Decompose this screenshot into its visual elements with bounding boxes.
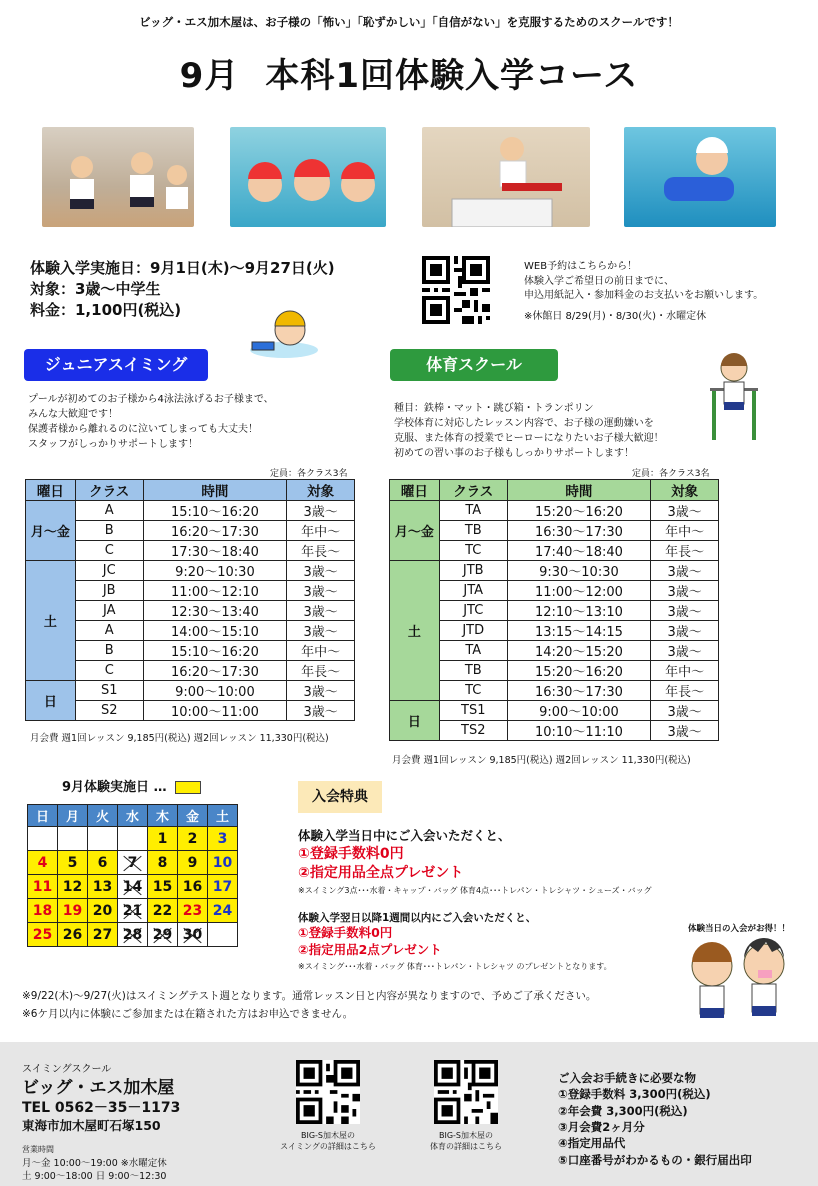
calendar-day-cell: 15 [148, 875, 178, 899]
footer-hours-weekend: 土 9:00～18:00 日 9:00～12:30 [22, 1171, 167, 1182]
calendar-day-cell: 7 [118, 851, 148, 875]
gym-qr-label-2: 体育の詳細はこちら [430, 1142, 502, 1152]
benefit-lead-2: 体験入学翌日以降1週間以内にご入会いただくと、 [298, 912, 537, 924]
table-row [26, 581, 355, 601]
gym-detail-qr-code[interactable] [434, 1060, 498, 1124]
trial-price: 料金：1,100円(税込) [30, 301, 182, 319]
benefit-note-1: ※スイミング3点･･･水着・キャップ・バッグ 体育4点･･･トレパン・トレシャツ・シューズ・バッグ [298, 886, 652, 895]
footer-address: 東海市加木屋町石塚150 [22, 1118, 161, 1133]
calendar-weekday-cell: 月 [58, 805, 88, 827]
schedule-target-cell: 年長～ [287, 661, 355, 681]
calendar-legend-swatch [175, 781, 201, 794]
kids-mascot [684, 938, 796, 1022]
photo-kids-pool-art [230, 127, 386, 227]
calendar-week-row [28, 851, 238, 875]
table-row [390, 501, 719, 521]
schedule-class-cell: B [75, 641, 143, 661]
swim-desc-2: みんな大歓迎です！ [28, 409, 118, 420]
table-row [390, 721, 719, 741]
schedule-class-cell: JTB [439, 561, 507, 581]
schedule-header-cell: クラス [75, 480, 143, 501]
footer [0, 1042, 818, 1186]
schedule-time-cell: 15:20～16:20 [507, 501, 651, 521]
benefit-title: 入会特典 [298, 781, 382, 813]
closed-days: ※休館日 8/29(月)・8/30(火)・水曜定休 [524, 310, 707, 322]
table-row [26, 501, 355, 521]
schedule-time-cell: 9:20～10:30 [143, 561, 287, 581]
qr-code-icon [296, 1060, 360, 1124]
table-row [390, 681, 719, 701]
calendar-day-cell: 16 [178, 875, 208, 899]
gym-qr-label-1: BIG-S加木屋の [438, 1131, 493, 1140]
table-row [26, 621, 355, 641]
schedule-header-cell: クラス [439, 480, 507, 501]
schedule-header-row [390, 480, 719, 501]
calendar-day-cell: 17 [208, 875, 238, 899]
benefit-lead-1: 体験入学当日中にご入会いただくと、 [298, 828, 511, 843]
calendar-week-row [28, 827, 238, 851]
gym-kid-mascot-art [704, 352, 764, 440]
schedule-header-cell: 曜日 [390, 480, 440, 501]
schedule-class-cell: C [75, 661, 143, 681]
schedule-target-cell: 年中～ [651, 661, 719, 681]
schedule-header-cell: 対象 [651, 480, 719, 501]
schedule-target-cell: 3歳～ [651, 641, 719, 661]
table-row [26, 541, 355, 561]
swim-capacity: 定員：各クラス3名 [270, 469, 348, 479]
gym-kid-mascot [704, 352, 764, 440]
calendar-day-cell: 10 [208, 851, 238, 875]
schedule-target-cell: 年長～ [651, 681, 719, 701]
swim-description [28, 392, 274, 452]
schedule-target-cell: 3歳～ [287, 501, 355, 521]
schedule-time-cell: 13:15～14:15 [507, 621, 651, 641]
benefit-item-1b: ②指定用品全点プレゼント [298, 865, 464, 881]
schedule-day-cell: 日 [390, 701, 440, 741]
benefit-item-2a: ①登録手数料0円 [298, 925, 393, 940]
calendar-day-cell: 1 [148, 827, 178, 851]
schedule-time-cell: 9:00～10:00 [143, 681, 287, 701]
schedule-class-cell: TC [439, 681, 507, 701]
schedule-class-cell: JC [75, 561, 143, 581]
web-line2: 体験入学ご希望日の前日までに、 [524, 275, 674, 287]
schedule-class-cell: A [75, 501, 143, 521]
schedule-target-cell: 3歳～ [651, 621, 719, 641]
schedule-time-cell: 16:30～17:30 [507, 681, 651, 701]
schedule-time-cell: 14:00～15:10 [143, 621, 287, 641]
web-line3: 申込用紙記入・参加料金のお支払いをお願いします。 [524, 290, 764, 301]
calendar-table [27, 804, 238, 947]
calendar-day-cell: 12 [58, 875, 88, 899]
schedule-target-cell: 3歳～ [287, 601, 355, 621]
schedule-target-cell: 3歳～ [651, 601, 719, 621]
qr-code-icon [422, 256, 490, 324]
swim-desc-1: プールが初めてのお子様から4泳法泳げるお子様まで、 [28, 394, 274, 405]
calendar-day-cell: 3 [208, 827, 238, 851]
calendar-day-cell: 2 [178, 827, 208, 851]
schedule-time-cell: 12:30～13:40 [143, 601, 287, 621]
schedule-day-cell: 月～金 [26, 501, 76, 561]
schedule-target-cell: 年中～ [651, 521, 719, 541]
schedule-class-cell: TC [439, 541, 507, 561]
benefit-note-2: ※スイミング･･･水着・バッグ 体育･･･トレパン・トレシャツ のプレゼントとなります。 [298, 962, 612, 971]
calendar-week-row [28, 875, 238, 899]
table-row [26, 701, 355, 721]
calendar-day-cell: 6 [88, 851, 118, 875]
calendar-day-cell: 11 [28, 875, 58, 899]
schedule-class-cell: TS2 [439, 721, 507, 741]
table-row [26, 641, 355, 661]
schedule-class-cell: TB [439, 661, 507, 681]
swim-schedule-table [25, 479, 355, 721]
swimmer-mascot-art [246, 308, 322, 362]
table-row [390, 581, 719, 601]
schedule-class-cell: S1 [75, 681, 143, 701]
benefit-item-1a: ①登録手数料0円 [298, 846, 404, 862]
calendar-day-cell [118, 827, 148, 851]
benefit-item-2b: ②指定用品2点プレゼント [298, 942, 442, 957]
photo-kid-kickboard [624, 127, 776, 227]
schedule-class-cell: TB [439, 521, 507, 541]
schedule-header-cell: 対象 [287, 480, 355, 501]
calendar-weekday-row [28, 805, 238, 827]
calendar-day-cell [88, 827, 118, 851]
calendar-day-cell: 14 [118, 875, 148, 899]
schedule-class-cell: JA [75, 601, 143, 621]
table-row [26, 601, 355, 621]
swim-desc-3: 保護者様から離れるのに泣いてしまっても大丈夫！ [28, 424, 258, 435]
required-item: ①登録手数料 3,300円(税込) [558, 1087, 711, 1102]
table-row [26, 521, 355, 541]
schedule-target-cell: 年長～ [651, 541, 719, 561]
schedule-class-cell: TA [439, 501, 507, 521]
calendar-day-cell [58, 827, 88, 851]
calendar-day-cell: 5 [58, 851, 88, 875]
table-row [390, 701, 719, 721]
title-main: 本科1回体験入学コース [265, 56, 639, 96]
qr-code-icon [434, 1060, 498, 1124]
calendar-weekday-cell: 金 [178, 805, 208, 827]
footer-hours-weekday: 月～金 10:00～19:00 ※水曜定休 [22, 1158, 167, 1169]
table-row [390, 621, 719, 641]
schedule-header-cell: 時間 [143, 480, 287, 501]
footer-tel: TEL 0562－35－1173 [22, 1100, 181, 1116]
photo-kids-standing-art [42, 127, 194, 227]
schedule-target-cell: 年中～ [287, 641, 355, 661]
calendar-day-cell [28, 827, 58, 851]
calendar-day-cell: 18 [28, 899, 58, 923]
gym-description [394, 401, 664, 461]
schedule-target-cell: 3歳～ [287, 581, 355, 601]
table-row [26, 661, 355, 681]
calendar-day-cell: 23 [178, 899, 208, 923]
schedule-class-cell: JB [75, 581, 143, 601]
schedule-target-cell: 3歳～ [287, 621, 355, 641]
schedule-time-cell: 12:10～13:10 [507, 601, 651, 621]
schedule-target-cell: 3歳～ [651, 701, 719, 721]
schedule-class-cell: JTA [439, 581, 507, 601]
schedule-time-cell: 17:40～18:40 [507, 541, 651, 561]
calendar-week-row [28, 923, 238, 947]
calendar-weekday-cell: 火 [88, 805, 118, 827]
calendar-week-row [28, 899, 238, 923]
gym-desc-4: 初めての習い事のお子様もしっかりサポートします！ [394, 448, 634, 459]
schedule-time-cell: 15:10～16:20 [143, 501, 287, 521]
schedule-class-cell: TA [439, 641, 507, 661]
footer-hours-title: 営業時間 [22, 1145, 54, 1154]
schedule-day-cell: 日 [26, 681, 76, 721]
schedule-header-cell: 時間 [507, 480, 651, 501]
schedule-target-cell: 3歳～ [287, 561, 355, 581]
trial-dates: 体験入学実施日：9月1日(木)～9月27日(火) [30, 259, 335, 277]
required-item: ⑤口座番号がわかるもの・銀行届出印 [558, 1152, 752, 1167]
table-row [26, 561, 355, 581]
schedule-day-cell: 土 [390, 561, 440, 701]
gym-desc-2: 学校体育に対応したレッスン内容で、お子様の運動嫌いを [394, 418, 654, 429]
schedule-class-cell: S2 [75, 701, 143, 721]
trial-target: 対象：3歳～中学生 [30, 280, 161, 298]
photo-kids-pool [230, 127, 386, 227]
title-month: 9月 [179, 56, 240, 96]
schedule-time-cell: 16:20～17:30 [143, 521, 287, 541]
schedule-time-cell: 11:00～12:10 [143, 581, 287, 601]
schedule-target-cell: 3歳～ [287, 701, 355, 721]
schedule-class-cell: A [75, 621, 143, 641]
schedule-day-cell: 月～金 [390, 501, 440, 561]
required-items-title: ご入会お手続きに必要な物 [558, 1071, 696, 1085]
table-row [390, 561, 719, 581]
schedule-target-cell: 年長～ [287, 541, 355, 561]
schedule-header-row [26, 480, 355, 501]
schedule-time-cell: 14:20～15:20 [507, 641, 651, 661]
schedule-time-cell: 17:30～18:40 [143, 541, 287, 561]
gym-qr-label [406, 1130, 526, 1152]
calendar-day-cell: 4 [28, 851, 58, 875]
calendar-day-cell: 19 [58, 899, 88, 923]
schedule-time-cell: 9:00～10:00 [507, 701, 651, 721]
photo-kid-vaulting-art [422, 127, 590, 227]
calendar-title [62, 776, 201, 795]
calendar-day-cell: 8 [148, 851, 178, 875]
schedule-time-cell: 11:00～12:00 [507, 581, 651, 601]
web-booking-text [524, 260, 763, 324]
calendar-day-cell: 20 [88, 899, 118, 923]
schedule-class-cell: JTD [439, 621, 507, 641]
swim-section-title: ジュニアスイミング [24, 349, 208, 381]
swim-qr-label-2: スイミングの詳細はこちら [280, 1142, 376, 1152]
calendar-day-cell: 22 [148, 899, 178, 923]
calendar-day-cell: 30 [178, 923, 208, 947]
swim-detail-qr-code[interactable] [296, 1060, 360, 1124]
required-items [558, 1070, 752, 1168]
table-row [390, 661, 719, 681]
schedule-time-cell: 9:30～10:30 [507, 561, 651, 581]
schedule-time-cell: 15:20～16:20 [507, 661, 651, 681]
swim-qr-label [268, 1130, 388, 1152]
gym-fee: 月会費 週1回レッスン 9,185円(税込) 週2回レッスン 11,330円(税込) [392, 755, 691, 766]
schedule-target-cell: 3歳～ [651, 501, 719, 521]
table-row [390, 601, 719, 621]
swim-desc-4: スタッフがしっかりサポートします！ [28, 439, 198, 450]
schedule-time-cell: 10:00～11:00 [143, 701, 287, 721]
gym-section-title: 体育スクール [390, 349, 558, 381]
calendar-day-cell: 26 [58, 923, 88, 947]
calendar-day-cell: 13 [88, 875, 118, 899]
swim-qr-label-1: BIG-S加木屋の [300, 1131, 355, 1140]
table-row [26, 681, 355, 701]
gym-desc-3: 克服、また体育の授業でヒーローになりたいお子様大歓迎！ [394, 433, 664, 444]
calendar-weekday-cell: 日 [28, 805, 58, 827]
schedule-target-cell: 3歳～ [651, 581, 719, 601]
table-row [390, 521, 719, 541]
swimmer-mascot [246, 308, 322, 362]
schedule-time-cell: 16:30～17:30 [507, 521, 651, 541]
calendar-weekday-cell: 土 [208, 805, 238, 827]
calendar-day-cell: 29 [148, 923, 178, 947]
schedule-class-cell: JTC [439, 601, 507, 621]
web-line1: WEB予約はこちらから！ [524, 261, 638, 272]
note-test-week: ※9/22(木)～9/27(火)はスイミングテスト週となります。通常レッスン日と内容が異なりますので、予めご了承ください。 [22, 990, 597, 1002]
footer-sub: スイミングスクール [22, 1064, 112, 1075]
calendar-day-cell: 28 [118, 923, 148, 947]
schedule-class-cell: TS1 [439, 701, 507, 721]
footer-school-name: ビッグ・エス加木屋 [22, 1078, 175, 1098]
schedule-target-cell: 3歳～ [651, 561, 719, 581]
calendar-title-text: 9月体験実施日 … [62, 780, 167, 795]
required-item: ③月会費2ヶ月分 [558, 1119, 645, 1134]
schedule-day-cell: 土 [26, 561, 76, 681]
table-row [390, 641, 719, 661]
schedule-time-cell: 16:20～17:30 [143, 661, 287, 681]
schedule-target-cell: 3歳～ [287, 681, 355, 701]
gym-capacity: 定員：各クラス3名 [632, 469, 710, 479]
page-title [0, 48, 818, 97]
calendar-day-cell: 27 [88, 923, 118, 947]
web-booking-qr-code[interactable] [422, 256, 490, 324]
schedule-time-cell: 15:10～16:20 [143, 641, 287, 661]
calendar-weekday-cell: 水 [118, 805, 148, 827]
swim-fee: 月会費 週1回レッスン 9,185円(税込) 週2回レッスン 11,330円(税込) [30, 733, 329, 744]
note-eligibility: ※6ケ月以内に体験にご参加または在籍された方はお申込できません。 [22, 1008, 354, 1020]
kids-mascot-art [684, 938, 796, 1022]
calendar-day-cell: 24 [208, 899, 238, 923]
photo-kids-standing [42, 127, 194, 227]
calendar-day-cell: 25 [28, 923, 58, 947]
calendar-weekday-cell: 木 [148, 805, 178, 827]
required-item: ④指定用品代 [558, 1136, 626, 1151]
schedule-target-cell: 3歳～ [651, 721, 719, 741]
schedule-target-cell: 年中～ [287, 521, 355, 541]
schedule-class-cell: B [75, 521, 143, 541]
calendar-day-cell: 9 [178, 851, 208, 875]
required-item: ②年会費 3,300円(税込) [558, 1103, 688, 1118]
benefit-bubble: 体験当日の入会がお得！！ [688, 924, 791, 934]
gym-desc-1: 種目：鉄棒・マット・跳び箱・トランポリン [394, 403, 594, 414]
tagline: ビッグ・エス加木屋は、お子様の「怖い」「恥ずかしい」「自信がない」を克服するためのスクールです！ [139, 15, 679, 29]
calendar-day-cell [208, 923, 238, 947]
photo-kid-kickboard-art [624, 127, 776, 227]
table-row [390, 541, 719, 561]
schedule-header-cell: 曜日 [26, 480, 76, 501]
calendar-day-cell: 21 [118, 899, 148, 923]
gym-schedule-table [389, 479, 719, 741]
schedule-time-cell: 10:10～11:10 [507, 721, 651, 741]
photo-kid-vaulting [422, 127, 590, 227]
schedule-class-cell: C [75, 541, 143, 561]
